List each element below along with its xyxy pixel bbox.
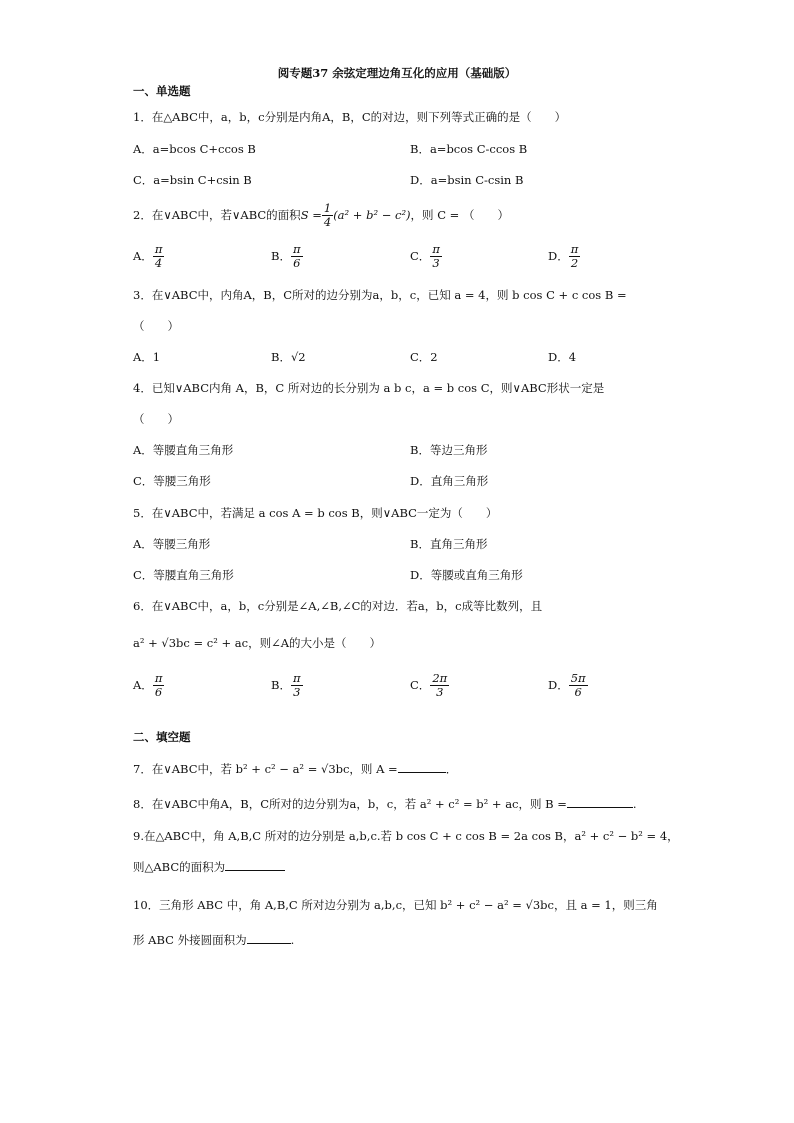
question-2-option-b bbox=[271, 241, 303, 271]
question-4-paren: （ ） bbox=[133, 412, 179, 426]
question-1-option-d: D．a=bsin C-csin B bbox=[410, 173, 524, 187]
question-10-end: . bbox=[290, 933, 295, 947]
option-fraction bbox=[430, 243, 442, 270]
fraction-denominator: 2 bbox=[570, 255, 579, 270]
question-2-option-c bbox=[410, 241, 442, 271]
question-8 bbox=[133, 797, 637, 811]
option-fraction bbox=[569, 672, 588, 699]
option-label: A． bbox=[133, 249, 153, 263]
question-1-option-a: A．a=bcos C+ccos B bbox=[133, 142, 256, 156]
question-3-option-a: A．1 bbox=[133, 350, 161, 364]
question-8-stem: 8．在∨ABC中角A，B，C所对的边分别为a，b，c，若 a² + c² = b² + ac，则 B = bbox=[133, 797, 567, 811]
question-6-option-a bbox=[133, 670, 164, 700]
option-fraction bbox=[430, 672, 449, 699]
question-10-line-2 bbox=[133, 933, 294, 947]
fraction-numerator: π bbox=[570, 241, 579, 256]
question-6-stem: 6．在∨ABC中，a，b，c分别是∠A,∠B,∠C的对边．若a，b，c成等比数列，且 bbox=[133, 599, 543, 613]
fraction-numerator: π bbox=[154, 241, 163, 256]
question-4-stem: 4．已知∨ABC内角 A，B，C 所对边的长分别为 a b c，a = b cos C，则∨ABC形状一定是 bbox=[133, 381, 605, 395]
fraction-denominator: 6 bbox=[293, 255, 301, 270]
question-10-text: 形 ABC 外接圆面积为 bbox=[133, 933, 247, 947]
option-label: C． bbox=[410, 678, 431, 692]
fraction-numerator: 5π bbox=[570, 670, 586, 685]
option-fraction bbox=[291, 672, 303, 699]
option-label: C． bbox=[410, 249, 431, 263]
question-3-paren: （ ） bbox=[133, 319, 179, 333]
question-4-option-a: A．等腰直角三角形 bbox=[133, 443, 234, 457]
option-fraction bbox=[153, 672, 165, 699]
question-9-line-2 bbox=[133, 860, 285, 874]
question-2-fraction bbox=[322, 202, 333, 229]
question-6-line-2: a² + √3bc = c² + ac，则∠A的大小是（ ） bbox=[133, 636, 382, 650]
question-5-option-d: D．等腰或直角三角形 bbox=[410, 568, 523, 582]
question-5-option-b: B．直角三角形 bbox=[410, 537, 488, 551]
fraction-numerator: 1 bbox=[323, 200, 332, 215]
question-4-option-b: B．等边三角形 bbox=[410, 443, 488, 457]
question-9-stem: 9.在△ABC中，角 A,B,C 所对的边分别是 a,b,c.若 b cos C + c cos B = 2a cos B，a² + c² − b² = 4， bbox=[133, 829, 679, 843]
question-10-stem: 10．三角形 ABC 中，角 A,B,C 所对边分别为 a,b,c，已知 b² + c² − a² = √3bc，且 a = 1，则三角 bbox=[133, 898, 658, 912]
question-7-stem: 7．在∨ABC中，若 b² + c² − a² = √3bc，则 A = bbox=[133, 762, 398, 776]
question-1-option-c: C．a=bsin C+csin B bbox=[133, 173, 252, 187]
question-5-stem: 5．在∨ABC中，若满足 a cos A = b cos B，则∨ABC一定为（ ） bbox=[133, 506, 498, 520]
question-2-option-d bbox=[548, 241, 580, 271]
fraction-denominator: 6 bbox=[574, 684, 582, 699]
question-2-stem bbox=[133, 200, 509, 230]
fraction-numerator: π bbox=[432, 241, 440, 256]
question-7-end: ． bbox=[445, 762, 458, 776]
fraction-denominator: 3 bbox=[293, 684, 301, 699]
question-2-text: 2．在∨ABC中，若∨ABC的面积 bbox=[133, 208, 301, 222]
section-heading-choice: 一、单选题 bbox=[133, 84, 191, 98]
option-fraction bbox=[291, 243, 303, 270]
question-1-option-b: B．a=bcos C-ccos B bbox=[410, 142, 528, 156]
option-fraction bbox=[153, 243, 165, 270]
page-title: 阅专题37 余弦定理边角互化的应用（基础版） bbox=[277, 66, 517, 80]
option-label: D． bbox=[548, 678, 569, 692]
section-heading-fill: 二、填空题 bbox=[133, 730, 191, 744]
option-label: B． bbox=[271, 249, 291, 263]
fraction-numerator: π bbox=[292, 241, 301, 256]
answer-blank bbox=[398, 762, 446, 773]
question-6-option-b bbox=[271, 670, 303, 700]
answer-blank bbox=[567, 797, 633, 808]
question-2-formula-rhs: (a² + b² − c²) bbox=[333, 208, 411, 222]
option-label: B． bbox=[271, 678, 291, 692]
question-2-tail: ，则 C = （ ） bbox=[410, 208, 509, 222]
question-2-formula-lhs: S = bbox=[300, 208, 322, 222]
option-fraction bbox=[569, 243, 581, 270]
fraction-denominator: 6 bbox=[154, 684, 163, 699]
fraction-denominator: 4 bbox=[154, 255, 163, 270]
question-3-option-b: B．√2 bbox=[271, 350, 306, 364]
question-7 bbox=[133, 762, 457, 776]
question-5-option-c: C．等腰直角三角形 bbox=[133, 568, 234, 582]
question-4-option-d: D．直角三角形 bbox=[410, 474, 489, 488]
question-6-option-c bbox=[410, 670, 449, 700]
question-8-end: . bbox=[632, 797, 637, 811]
answer-blank bbox=[225, 860, 285, 871]
option-label: D． bbox=[548, 249, 569, 263]
question-5-option-a: A．等腰三角形 bbox=[133, 537, 211, 551]
question-2-option-a bbox=[133, 241, 164, 271]
question-3-option-d: D．4 bbox=[548, 350, 577, 364]
fraction-denominator: 3 bbox=[436, 684, 444, 699]
fraction-numerator: π bbox=[154, 670, 163, 685]
fraction-denominator: 4 bbox=[323, 214, 332, 229]
question-3-stem: 3．在∨ABC中，内角A，B，C所对的边分别为a，b，c，已知 a = 4，则 b cos C + c cos B = bbox=[133, 288, 627, 302]
question-3-option-c: C．2 bbox=[410, 350, 438, 364]
fraction-numerator: π bbox=[292, 670, 301, 685]
question-4-option-c: C．等腰三角形 bbox=[133, 474, 211, 488]
fraction-denominator: 3 bbox=[432, 255, 440, 270]
answer-blank bbox=[247, 933, 291, 944]
fraction-numerator: 2π bbox=[432, 670, 448, 685]
question-6-option-d bbox=[548, 670, 588, 700]
option-label: A． bbox=[133, 678, 153, 692]
question-9-text: 则△ABC的面积为 bbox=[133, 860, 226, 874]
question-1-stem: 1．在△ABC中，a，b，c分别是内角A，B，C的对边，则下列等式正确的是（ ） bbox=[133, 110, 567, 124]
